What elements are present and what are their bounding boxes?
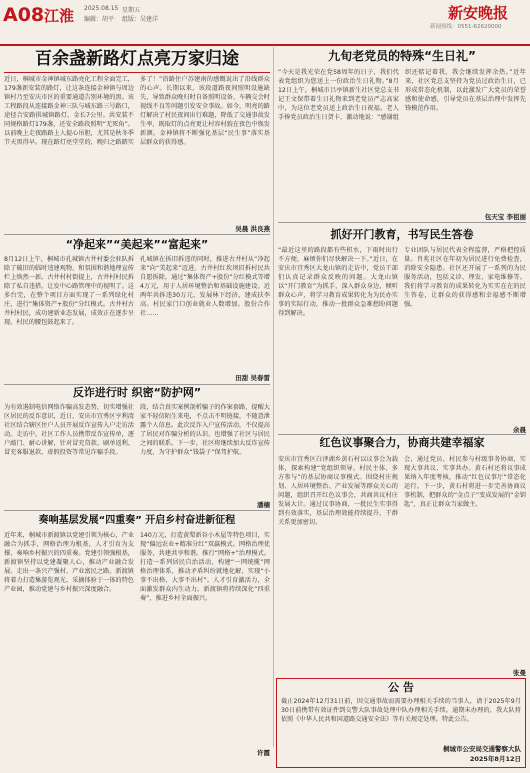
byline: 潘楠 (257, 501, 270, 509)
page-number: A08 (3, 4, 45, 26)
headline: 百余盏新路灯点亮万家归途 (35, 49, 239, 69)
byline: 吴晨 洪良燕 (235, 225, 270, 233)
proofreader: 组版：吴建洋 (122, 16, 159, 23)
byline: 余晨 (513, 426, 526, 434)
notice-signer: 桐城市公安局交通警察大队 (443, 745, 521, 753)
headline: 反诈进行时 织密“防护网” (72, 386, 202, 399)
article-body: 安庆市宜秀区白泽湖乡黄石村以议事会为载体，探索构建“党组织领导、村民主体、多方参与”的基层协商议事模式。围绕村庄规划、人居环境整治、产业发展等群众关心的问题，组织召开红色议事会，共商共议村庄发展大计。通过议事协商，一批民生实事得到有效落实，基层治理效能持续提升，干群关系更加密切。 (278, 456, 398, 526)
byline: 许霞 (257, 749, 270, 757)
article-body-continued: 会，通过党员、村民参与村级事务协商，实现大事共议、实事共办。黄石村还将议事成果纳入年度考核，推动“红色议事厅”常态化运行。下一步，黄石村将进一步完善协商议事机制，把群众的“金点子”变成发展的“金钥匙”，真正让群众当家做主。 (404, 456, 526, 508)
public-notice-box (276, 678, 526, 768)
headline: 抓好开门教育，书写民生答卷 (330, 228, 474, 241)
headline: 九旬老党员的特殊“生日礼” (328, 49, 476, 63)
divider (4, 72, 270, 73)
section-name: 江淮 (44, 7, 75, 25)
article-body: 8月12日上午，桐城市孔城镇古井村委会驻队拆除了破旧的临时违建观物，和氛围和谐地理宣传栏上焕然一新。古井村村街提上，古井村村民拆除了私自违搭，让发中心路管理中的视明了。这多台完，在整个项目方面实现了一系列绿化村庄，进行“集体资产+股份”分红模式。古井村古井村村民，成功建新业态发展，成效正在逐步呈现。村民的腰包鼓起来了。 (4, 256, 134, 326)
notice-date: 2025年8月12日 (469, 755, 521, 763)
article-body: “今天是我光荣在党58周年的日子，我们代表党组织为您送上一份政治生日礼物。”8月12日上午，桐城市吕亭镇新生社区党总支书记王文保带着生日礼物来到老党员严志高家中，为这位老党员送上政治生日祝福。老人手捧党员政治生日贺卡，激动地说：“感谢组织还惦记着我，我会继续发挥余热。”近年来，社区党总支坚持为党员过政治生日，已形成常态化机制，以此激发广大党员的荣誉感和使命感，引导党员在基层治理中发挥先锋模范作用。 (278, 69, 526, 121)
article-body: 为有效遏制电信网络诈骗高发态势，切实增强社区居民的反诈意识，近日，安庆市宜秀区亨利湾社区结合辖区住户人员开展反诈宣传入户走访活动。走访中，社区工作人员携带反诈宣传单，逐户敲门、耐心讲解，针对冒充贷款、刷单返利、冒充客服退款、虚假投资等常见诈骗手段。 (4, 404, 134, 456)
notice-body: 截止2024年12月31日前，因交通事故而需要办理相关手续的当事人，请于2025年9月30日前携带有效证件到交警大队事故处理中队办理相关手续。逾期未办理的，我大队将依照《中华人民共和国道路交通安全法》等有关规定处理。特此公告。 (281, 698, 521, 723)
newspaper-logo: 新安晚报 (448, 4, 509, 22)
masthead (0, 0, 530, 46)
article-body-continued: 段，结合真实案例剖析骗子的作案套路，提醒大家不轻信陌生来电，不点击不明链接，不随意泄露个人信息。此次反诈入户宣传活动，不仅提高了居民对诈骗分析的认识，也增强了社区与居民之间的联系。下一步，社区将继续加大反诈宣传力度，为守护群众“钱袋子”保驾护航。 (140, 404, 270, 456)
editor: 编辑：胡平 (84, 16, 115, 23)
divider (4, 234, 270, 235)
article-body: 近日，桐城市金神镇城东路亮化工程全面完工，179盏新安装的路灯，让这条连接金神镇与周边镇村乃至安庆市区的重要通道告别环境的黑。该工程路段从连接路金神三队与城东路三号路口，途径合安路供城镇路灯、金长7公里。共安装不同规格路灯179盏，还安全路段照明“无死角”。以前晚上走夜路路上人提心吊胆，尤其是秋冬季节天黑得早。现在路灯亮堂堂的，晚归之路踏实多了！”沿路住户苏建南的感慨说出了沿线群众的心声。长期以来，该段道路夜间照明设施缺失，导致群众晚归时自备照明设备、车辆交会时视线不良等问题引发安全事故。如今，明亮的路灯解决了村民夜间出行难题，降低了交通事故发生率，既取灯的点亮更让村容村貌在夜色中焕发新颜。金神镇将不断强化基层“民生事”落实基层群众的获得感。 (4, 76, 270, 146)
headline: “净起来”“美起来”“富起来” (65, 238, 209, 251)
hotline: 新闻热线：0551-62620000 (430, 24, 502, 30)
column-divider (273, 47, 274, 747)
byline: 田甜 吴春雷 (235, 374, 270, 382)
divider (278, 434, 526, 435)
issue-date: 2025.08.15 (84, 5, 119, 12)
weekday: 星期五 (122, 7, 141, 14)
headline: 奏响基层发展“四重奏” 开启乡村奋进新征程 (38, 515, 236, 526)
article-body-continued: 专业团队与居民代表全程监督，严格把控质量。肖兆社区在年初为居民进行免费检查，消除安全隐患。社区还开展了一系列的为民服务活动，包括义诊、理发、家电维修等。我们将学习教育的成果转化为实实在在的民生答卷，让群众的获得感和幸福感不断增强。 (404, 247, 526, 308)
article-body-continued: 140万元，打造黄梨新谷小木屋等特色项目，实现“偏远农业+精准分红”双赢模式。网格治理优服务，共建共享和谐。推行“网格+”治理模式。打造一系列居民自治活动，构建“一网统揽”网格治理体系，推动矛盾纠纷就地化解，实现“小事不出格，大事不出村”。人才引育激活力，全面激发群众内生动力。新渡镇将持续深化“四重奏”，推进乡村全面振兴。 (140, 532, 270, 602)
article-body: 近年来，桐城市新渡镇以党建引领为核心，产业融合为抓手，网格治理为根基，人才引育为支撑，奏响乡村振兴的四重奏。党建引领强根基，新渡镇坚持以党建凝聚人心，推动产业融合发展。走出一条兴产强村、产业富民之路。新渡镇将着力打造集游览观光、采摘体验于一体的特色产业园，推动党建与乡村振兴深度融合。 (4, 532, 134, 593)
article-body: “最近这里的路段都有些积水，下雨时出行不方便，麻烦你们尽快解决一下。”近日，在安庆市宜秀区大龙山镇的走访中，党员干部们认真记录群众反映的问题。大龙山镇以“开门教育”为抓手，深入群众身边、倾听群众心声，将学习教育成果转化为为民办实事的实际行动，推动一批群众急难愁盼问题得到解决。 (278, 247, 398, 317)
divider (4, 510, 270, 511)
headline: 红色议事聚合力，协商共建幸福家 (319, 436, 485, 449)
notice-title: 公 告 (388, 681, 414, 694)
divider (4, 384, 270, 385)
byline: 包天宝 李祖丽 (484, 213, 526, 221)
article-body-continued: 孔城镇在拆旧拆违的同时，推进古井村从“净起来”向“美起来”迈进。古井村红坎坝旧拆村民共自愿拆除，通过“集体资产+股份”分红模式等增4万元，用于人居环境整治和基础设施建设。近两年共拆违30万元，发展林下经济，建成扶李高。村民家门口创业就业人数增加。股份合作社…… (140, 256, 270, 317)
divider (278, 222, 526, 223)
byline: 张曼 (513, 669, 526, 677)
